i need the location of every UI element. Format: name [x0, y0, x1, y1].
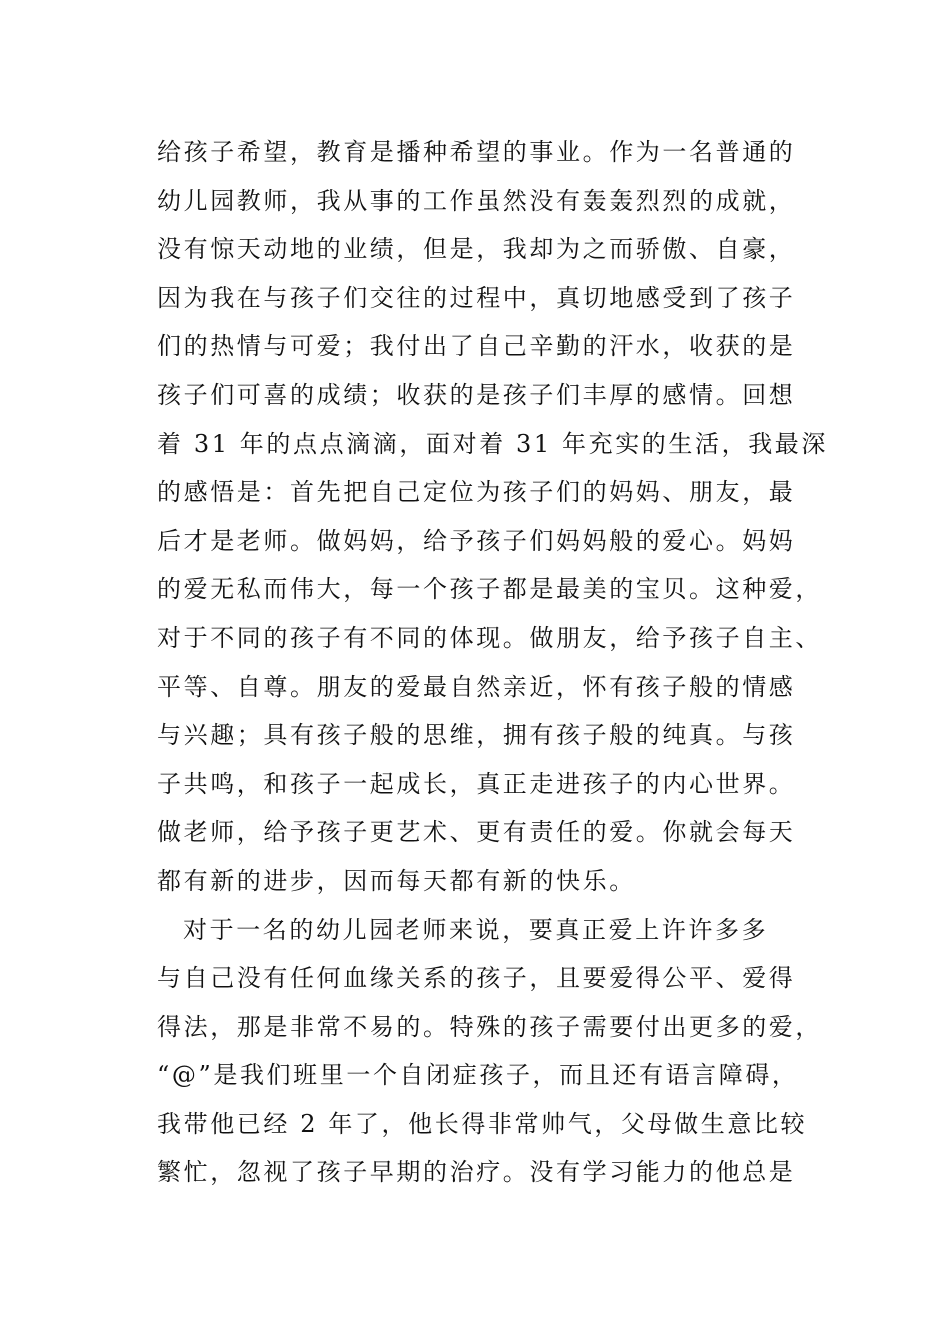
- text-line: 我带他已经 2 年了，他长得非常帅气，父母做生意比较: [157, 1109, 808, 1138]
- text-line: 着 31 年的点点滴滴，面对着 31 年充实的生活，我最深: [157, 429, 828, 458]
- text-line: 孩子们可喜的成绩；收获的是孩子们丰厚的感情。回想: [157, 380, 796, 409]
- text-line: 给孩子希望，教育是播种希望的事业。作为一名普通的: [157, 138, 796, 166]
- text-line: 后才是老师。做妈妈，给予孩子们妈妈般的爱心。妈妈: [157, 526, 796, 555]
- text-line: 与兴趣；具有孩子般的思维，拥有孩子般的纯真。与孩: [157, 721, 796, 750]
- text-line: 得法，那是非常不易的。特殊的孩子需要付出更多的爱，: [157, 1012, 822, 1041]
- text-line: 的爱无私而伟大，每一个孩子都是最美的宝贝。这种爱，: [157, 575, 822, 604]
- text-line: 子共鸣，和孩子一起成长，真正走进孩子的内心世界。: [157, 769, 796, 798]
- text-line: 做老师，给予孩子更艺术、更有责任的爱。你就会每天: [157, 818, 796, 847]
- text-line: 繁忙，忽视了孩子早期的治疗。没有学习能力的他总是: [157, 1158, 796, 1187]
- text-line: 都有新的进步，因而每天都有新的快乐。: [157, 866, 636, 895]
- text-line: 对于不同的孩子有不同的体现。做朋友，给予孩子自主、: [157, 623, 822, 652]
- text-line: 没有惊天动地的业绩，但是，我却为之而骄傲、自豪，: [157, 235, 796, 264]
- text-line: “@”是我们班里一个自闭症孩子，而且还有语言障碍，: [157, 1061, 799, 1090]
- text-line: 幼儿园教师，我从事的工作虽然没有轰轰烈烈的成就，: [157, 186, 796, 215]
- text-line-indented: 对于一名的幼儿园老师来说，要真正爱上许许多多: [183, 915, 769, 944]
- body-text: [157, 128, 828, 1197]
- text-line: 们的热情与可爱；我付出了自己辛勤的汗水，收获的是: [157, 332, 796, 361]
- text-line: 的感悟是：首先把自己定位为孩子们的妈妈、朋友，最: [157, 478, 796, 507]
- text-line: 与自己没有任何血缘关系的孩子，且要爱得公平、爱得: [157, 964, 796, 993]
- text-line: 因为我在与孩子们交往的过程中，真切地感受到了孩子: [157, 283, 796, 312]
- text-line: 平等、自尊。朋友的爱最自然亲近，怀有孩子般的情感: [157, 672, 796, 701]
